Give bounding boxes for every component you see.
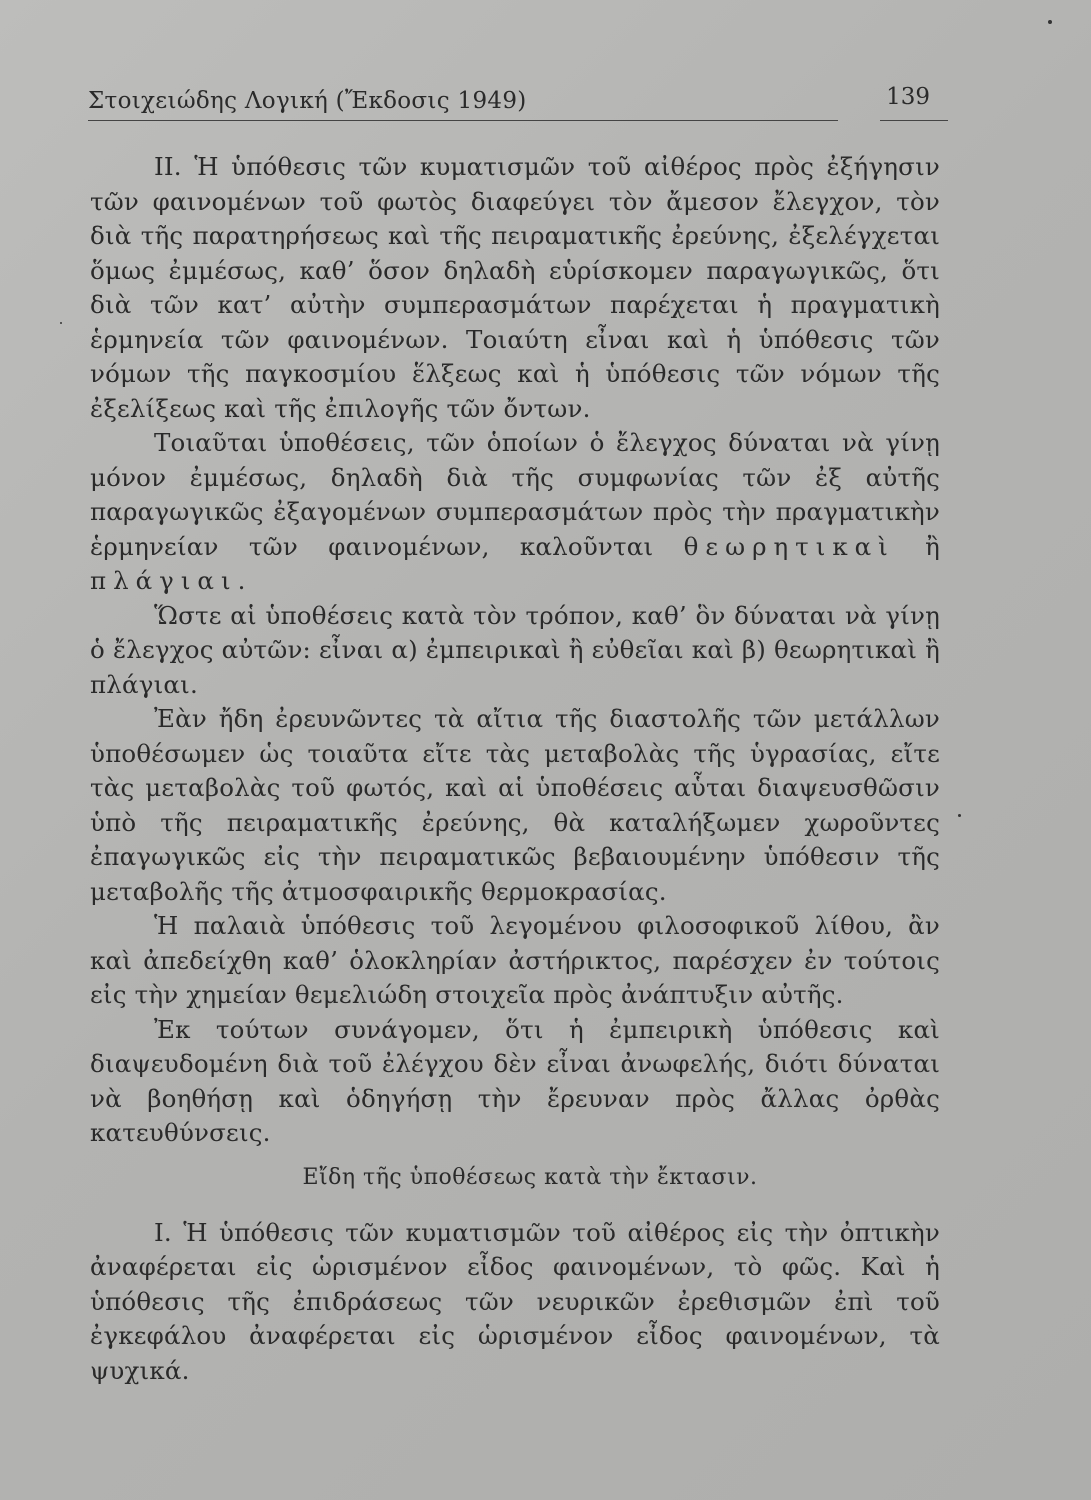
paragraph-2-text: Τοιαῦται ὑποθέσεις, τῶν ὁποίων ὁ ἔλεγχος δύναται νὰ γίνῃ μόνον ἐμμέσως, δηλαδὴ διὰ τῆς συμφωνίας τῶν ἐξ αὐτῆς παραγωγικῶς ἐξαγομένων συμπερασμάτων πρὸς τὴν πραγματικὴν ἑρμηνείαν τῶν φαινομένων, καλοῦνται xyxy=(90,428,940,561)
paragraph-5 xyxy=(90,909,940,1013)
header-rule xyxy=(88,120,838,121)
dust-speck xyxy=(958,814,961,817)
paragraph-2-end: . xyxy=(237,566,246,595)
paragraph-4-text: Ἐὰν ἤδη ἐρευνῶντες τὰ αἴτια τῆς διαστολῆς τῶν μετάλλων ὑποθέσωμεν ὡς τοιαῦτα εἴτε τὰς μεταβολὰς τῆς ὑγρασίας, εἴτε τὰς μεταβολὰς τοῦ φωτός, καὶ αἱ ὑποθέσεις αὗται διαψευσθῶσιν ὑπὸ τῆς πειραματικῆς ἐρεύνης, θὰ καταλήξωμεν χωροῦντες ἐπαγωγικῶς εἰς τὴν πειραματικῶς βεβαιουμένην ὑπόθεσιν τῆς μεταβολῆς τῆς ἀτμοσφαιρικῆς θερμοκρασίας. xyxy=(90,704,940,906)
spaced-term-indirect: πλάγιαι xyxy=(90,566,238,595)
paragraph-6-text: Ἐκ τούτων συνάγομεν, ὅτι ἡ ἐμπειρικὴ ὑπόθεσις καὶ διαψευδομένη διὰ τοῦ ἐλέγχου δὲν εἶναι ἀνωφελής, διότι δύναται νὰ βοηθήσῃ καὶ ὁδηγήσῃ τὴν ἔρευναν πρὸς ἄλλας ὀρθὰς κατευθύνσεις. xyxy=(90,1014,940,1147)
page-header xyxy=(88,84,948,124)
paragraph-4 xyxy=(90,702,940,909)
spaced-term-theoretical: θεωρητικαὶ xyxy=(683,531,895,561)
paragraph-6 xyxy=(90,1013,940,1151)
page-number: 139 xyxy=(886,84,930,110)
dust-speck xyxy=(1048,20,1052,24)
paragraph-3 xyxy=(90,599,940,703)
paragraph-5-text: Ἡ παλαιὰ ὑπόθεσις τοῦ λεγομένου φιλοσοφικοῦ λίθου, ἂν καὶ ἀπεδείχθη καθ’ ὁλοκληρίαν ἀστήρικτος, παρέσχεν ἐν τούτοις εἰς τὴν χημείαν θεμελιώδη στοιχεῖα πρὸς ἀνάπτυξιν αὐτῆς. xyxy=(90,911,940,1009)
dust-speck xyxy=(60,322,62,324)
paragraph-1 xyxy=(90,150,940,426)
paragraph-1-text: ΙΙ. Ἡ ὑπόθεσις τῶν κυματισμῶν τοῦ αἰθέρος πρὸς ἐξήγησιν τῶν φαινομένων τοῦ φωτὸς διαφεύγει τὸν ἄμεσον ἔλεγχον, τὸν διὰ τῆς παρατηρήσεως καὶ τῆς πειραματικῆς ἐρεύνης, ἐξελέγχεται ὅμως ἐμμέσως, καθ’ ὅσον δηλαδὴ εὑρίσκομεν παραγωγικῶς, ὅτι διὰ τῶν κατ’ αὐτὴν συμπερασμάτων παρέχεται ἡ πραγματικὴ ἑρμηνεία τῶν φαινομένων. Τοιαύτη εἶναι καὶ ἡ ὑπόθεσις τῶν νόμων τῆς παγκοσμίου ἕλξεως καὶ ἡ ὑπόθεσις τῶν νόμων τῆς ἐξελίξεως καὶ τῆς ἐπιλογῆς τῶν ὄντων. xyxy=(90,152,940,423)
section-paragraph-1 xyxy=(90,1216,940,1389)
section-paragraph-1-text: Ι. Ἡ ὑπόθεσις τῶν κυματισμῶν τοῦ αἰθέρος εἰς τὴν ὀπτικὴν ἀναφέρεται εἰς ὡρισμένον εἶδος φαινομένων, τὸ φῶς. Καὶ ἡ ὑπόθεσις τῆς ἐπιδράσεως τῶν νευρικῶν ἐρεθισμῶν ἐπὶ τοῦ ἐγκεφάλου ἀναφέρεται εἰς ὡρισμένον εἶδος φαινομένων, τὰ ψυχικά. xyxy=(90,1217,940,1385)
paragraph-2-middle: ἢ xyxy=(894,531,940,561)
running-title: Στοιχειώδης Λογική (Ἔκδοσις 1949) xyxy=(88,88,527,114)
paragraph-3-text: Ὥστε αἱ ὑποθέσεις κατὰ τὸν τρόπον, καθ’ ὃν δύναται νὰ γίνῃ ὁ ἔλεγχος αὐτῶν: εἶναι α) ἐμπειρικαὶ ἢ εὐθεῖαι καὶ β) θεωρητικαὶ ἢ πλάγιαι. xyxy=(90,600,940,699)
section-heading: Εἴδη τῆς ὑποθέσεως κατὰ τὴν ἔκτασιν. xyxy=(302,1164,758,1190)
paragraph-2 xyxy=(90,426,940,599)
body-text xyxy=(90,150,940,1388)
header-rule-right xyxy=(880,120,948,121)
